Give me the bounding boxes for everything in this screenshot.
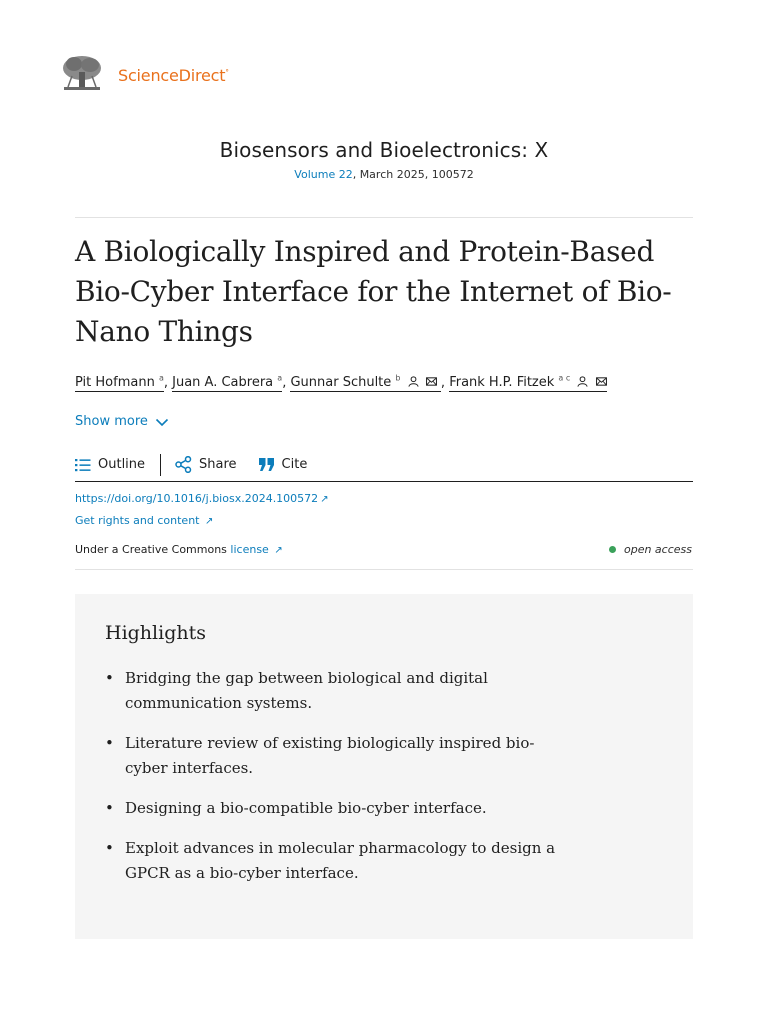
show-more-button[interactable] <box>75 414 169 429</box>
person-icon <box>408 376 419 387</box>
external-arrow-icon: ↗ <box>204 516 214 527</box>
person-icon <box>577 376 588 387</box>
outline-button[interactable] <box>75 457 145 472</box>
article-toolbar <box>75 448 693 482</box>
highlight-item: • Bridging the gap between biological and digital communication systems. <box>105 666 575 716</box>
open-access-label: open access <box>623 543 692 556</box>
share-label: Share <box>199 457 237 472</box>
chevron-down-icon <box>155 417 169 427</box>
share-button[interactable] <box>175 456 237 473</box>
author-list: Pit Hofmann $^a$, Juan A. Cabrera $^a$, Gunnar Schulte $^b$ , Frank H.P. Fitzek $^{a c}$ <box>75 374 607 390</box>
volume-link[interactable]: Volume 22 <box>294 168 353 181</box>
license-link[interactable]: license ↗ <box>230 543 283 556</box>
author-link[interactable]: Gunnar Schulte $^b$ <box>290 375 440 392</box>
cite-label: Cite <box>281 457 308 472</box>
author-link[interactable]: Frank H.P. Fitzek $^{a c}$ <box>449 375 606 392</box>
show-more-label: Show more <box>75 414 148 429</box>
cite-button[interactable] <box>259 457 308 472</box>
author-link[interactable]: Pit Hofmann $^a$ <box>75 374 164 391</box>
external-arrow-icon: ↗ <box>274 545 283 556</box>
envelope-icon <box>596 376 607 387</box>
highlight-item: • Exploit advances in molecular pharmacology to design a GPCR as a bio-cyber interface. <box>105 836 575 886</box>
article-title: A Biologically Inspired and Protein-Based Bio-Cyber Interface for the Internet of Bio-Nano Things <box>75 235 672 348</box>
volume-info <box>0 168 768 181</box>
external-arrow-icon: ↗ <box>320 494 329 505</box>
quote-icon <box>259 458 275 472</box>
journal-name[interactable]: Biosensors and Bioelectronics: X <box>219 138 549 162</box>
highlights-list <box>105 666 575 901</box>
highlights-heading: Highlights <box>105 622 206 644</box>
highlights-box <box>75 594 693 939</box>
outline-label: Outline <box>98 457 146 472</box>
divider <box>75 217 693 218</box>
license-text: Under a Creative Commons <box>75 543 231 556</box>
envelope-icon <box>426 376 437 387</box>
doi-link[interactable]: https://doi.org/10.1016/j.biosx.2024.100572 ↗ <box>75 492 329 505</box>
rights-link[interactable]: Get rights and content ↗ <box>75 514 214 527</box>
logo-text: ScienceDirect° <box>118 65 229 85</box>
list-icon <box>75 458 91 472</box>
share-icon <box>175 456 192 473</box>
site-logo[interactable] <box>60 54 229 94</box>
doi-row <box>75 492 329 505</box>
author-link[interactable]: Juan A. Cabrera $^a$ <box>172 374 283 391</box>
toolbar-divider <box>160 454 161 476</box>
highlight-item: • Literature review of existing biologically inspired bio-cyber interfaces. <box>105 731 575 781</box>
open-access-dot-icon <box>609 546 616 553</box>
issue-info: , March 2025, 100572 <box>352 168 474 181</box>
license-row <box>75 543 283 556</box>
elsevier-tree-icon <box>60 54 104 94</box>
rights-row <box>75 514 213 527</box>
highlight-item: • Designing a bio-compatible bio-cyber interface. <box>105 796 575 821</box>
open-access-badge <box>609 543 692 556</box>
divider <box>75 569 693 570</box>
